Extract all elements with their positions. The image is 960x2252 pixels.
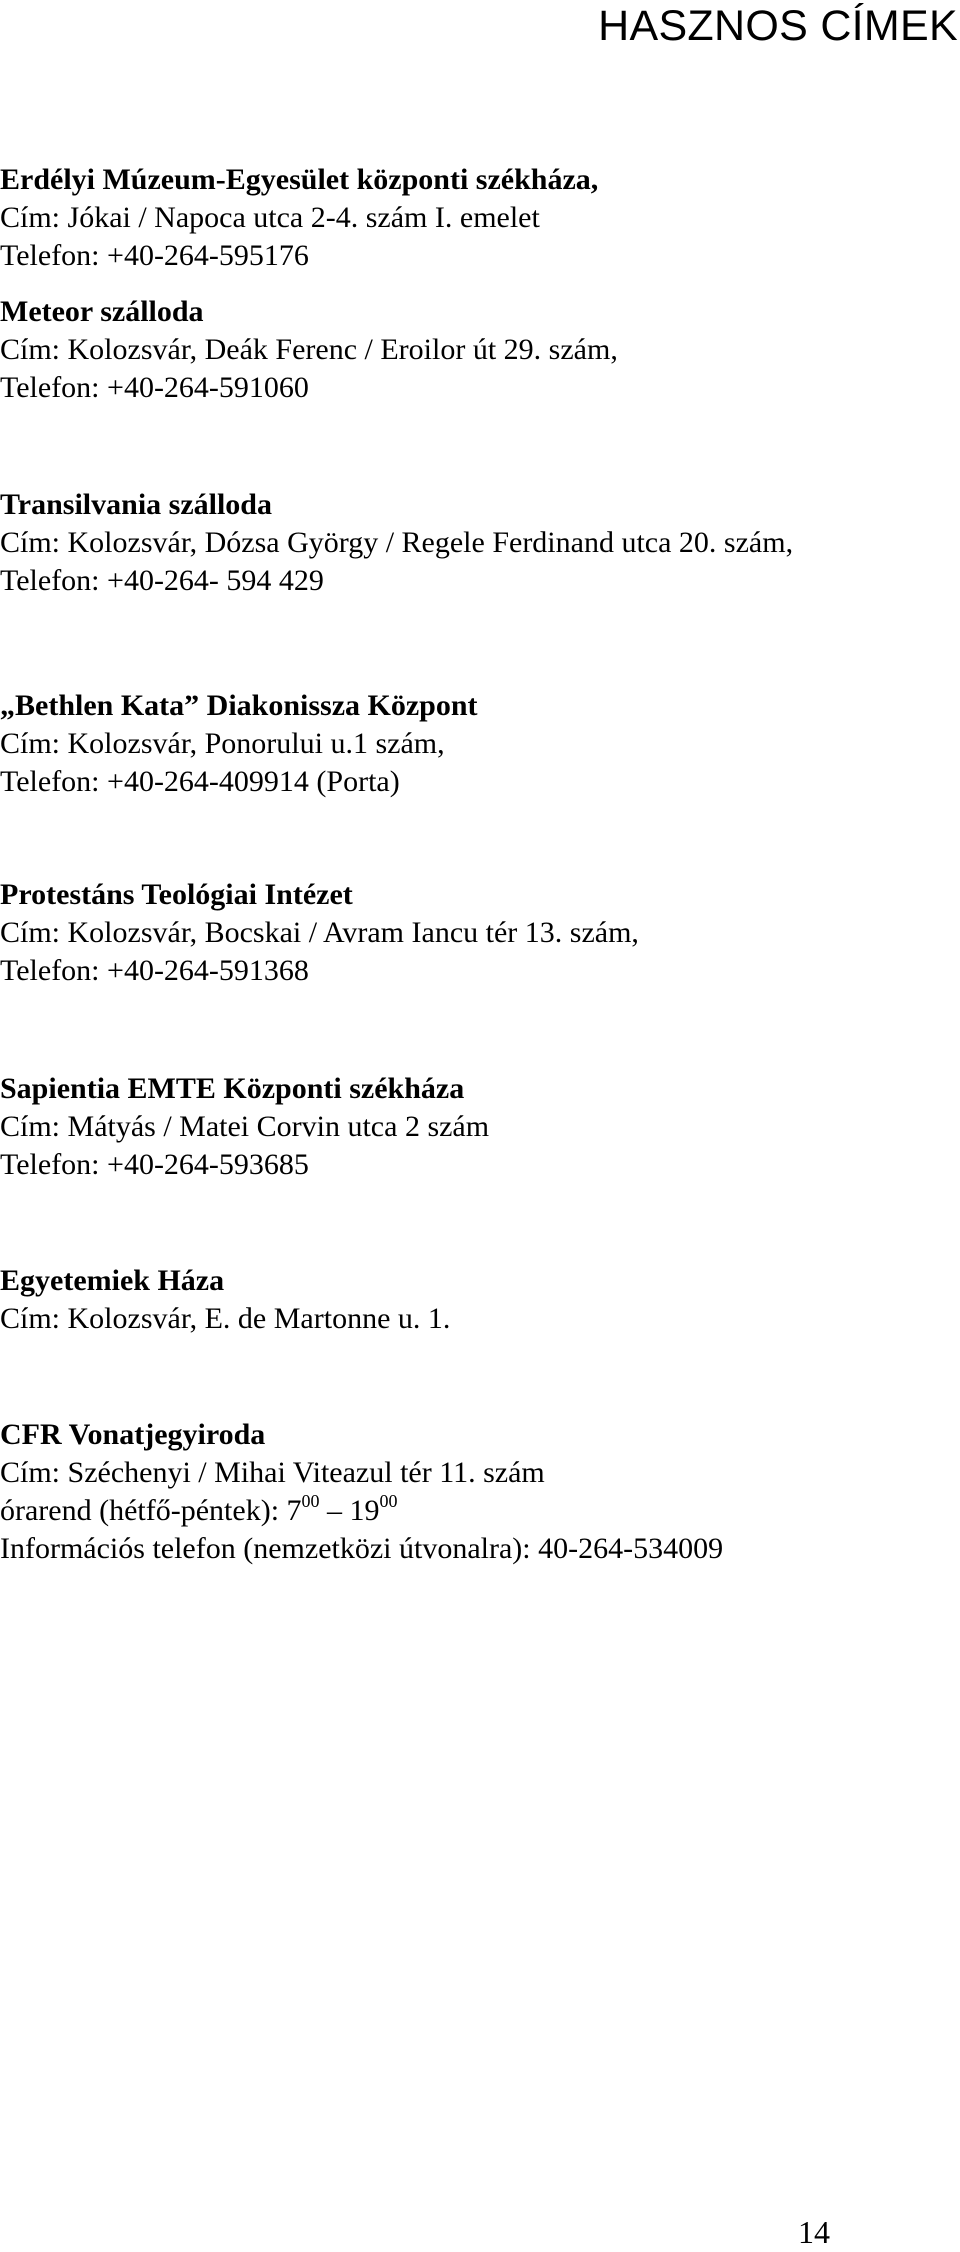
entry-address: Cím: Kolozsvár, Deák Ferenc / Eroilor út 29. szám, bbox=[0, 333, 618, 366]
entry-schedule bbox=[0, 1492, 723, 1530]
entry-transilvania-szalloda bbox=[0, 486, 793, 600]
entry-address: Cím: Kolozsvár, E. de Martonne u. 1. bbox=[0, 1302, 451, 1335]
schedule-label: órarend (hétfő-péntek): 7 bbox=[0, 1494, 302, 1527]
schedule-dash: – 19 bbox=[319, 1494, 380, 1527]
schedule-start-minutes: 00 bbox=[301, 1491, 320, 1511]
entry-name: Protestáns Teológiai Intézet bbox=[0, 878, 353, 911]
page-number: 14 bbox=[798, 2214, 830, 2250]
entry-phone: Telefon: +40-264- 594 429 bbox=[0, 564, 324, 597]
entry-address: Cím: Széchenyi / Mihai Viteazul tér 11. szám bbox=[0, 1456, 545, 1489]
entry-address: Cím: Mátyás / Matei Corvin utca 2 szám bbox=[0, 1110, 490, 1143]
entry-phone: Telefon: +40-264-591060 bbox=[0, 371, 309, 404]
entry-name: „Bethlen Kata” Diakonissza Központ bbox=[0, 689, 478, 722]
entry-phone: Telefon: +40-264-409914 (Porta) bbox=[0, 765, 400, 798]
entry-phone: Telefon: +40-264-593685 bbox=[0, 1148, 309, 1181]
entry-erdelyi-muzeum bbox=[0, 161, 598, 275]
entry-protestans-teologiai bbox=[0, 876, 639, 990]
entry-phone: Telefon: +40-264-591368 bbox=[0, 954, 309, 987]
entry-address: Cím: Kolozsvár, Bocskai / Avram Iancu tér 13. szám, bbox=[0, 916, 639, 949]
entry-address: Cím: Kolozsvár, Ponorului u.1 szám, bbox=[0, 727, 445, 760]
entry-name: Sapientia EMTE Központi székháza bbox=[0, 1072, 465, 1105]
entry-cfr-vonatjegyiroda bbox=[0, 1416, 723, 1568]
entry-sapientia bbox=[0, 1070, 489, 1184]
page-title: HASZNOS CÍMEK bbox=[598, 2, 958, 50]
entry-name: Meteor szálloda bbox=[0, 295, 204, 328]
entry-name: Erdélyi Múzeum-Egyesület központi székháza, bbox=[0, 163, 599, 196]
entry-phone: Telefon: +40-264-595176 bbox=[0, 239, 309, 272]
entry-address: Cím: Kolozsvár, Dózsa György / Regele Ferdinand utca 20. szám, bbox=[0, 526, 794, 559]
entry-info-phone: Információs telefon (nemzetközi útvonalra): 40-264-534009 bbox=[0, 1532, 724, 1565]
schedule-end-minutes: 00 bbox=[379, 1491, 398, 1511]
entry-address: Cím: Jókai / Napoca utca 2-4. szám I. emelet bbox=[0, 201, 540, 234]
entry-bethlen-kata bbox=[0, 687, 478, 801]
entry-name: CFR Vonatjegyiroda bbox=[0, 1418, 266, 1451]
entry-name: Egyetemiek Háza bbox=[0, 1264, 225, 1297]
entry-egyetemiek-haza bbox=[0, 1262, 450, 1338]
entry-meteor-szalloda bbox=[0, 293, 618, 407]
entry-name: Transilvania szálloda bbox=[0, 488, 272, 521]
